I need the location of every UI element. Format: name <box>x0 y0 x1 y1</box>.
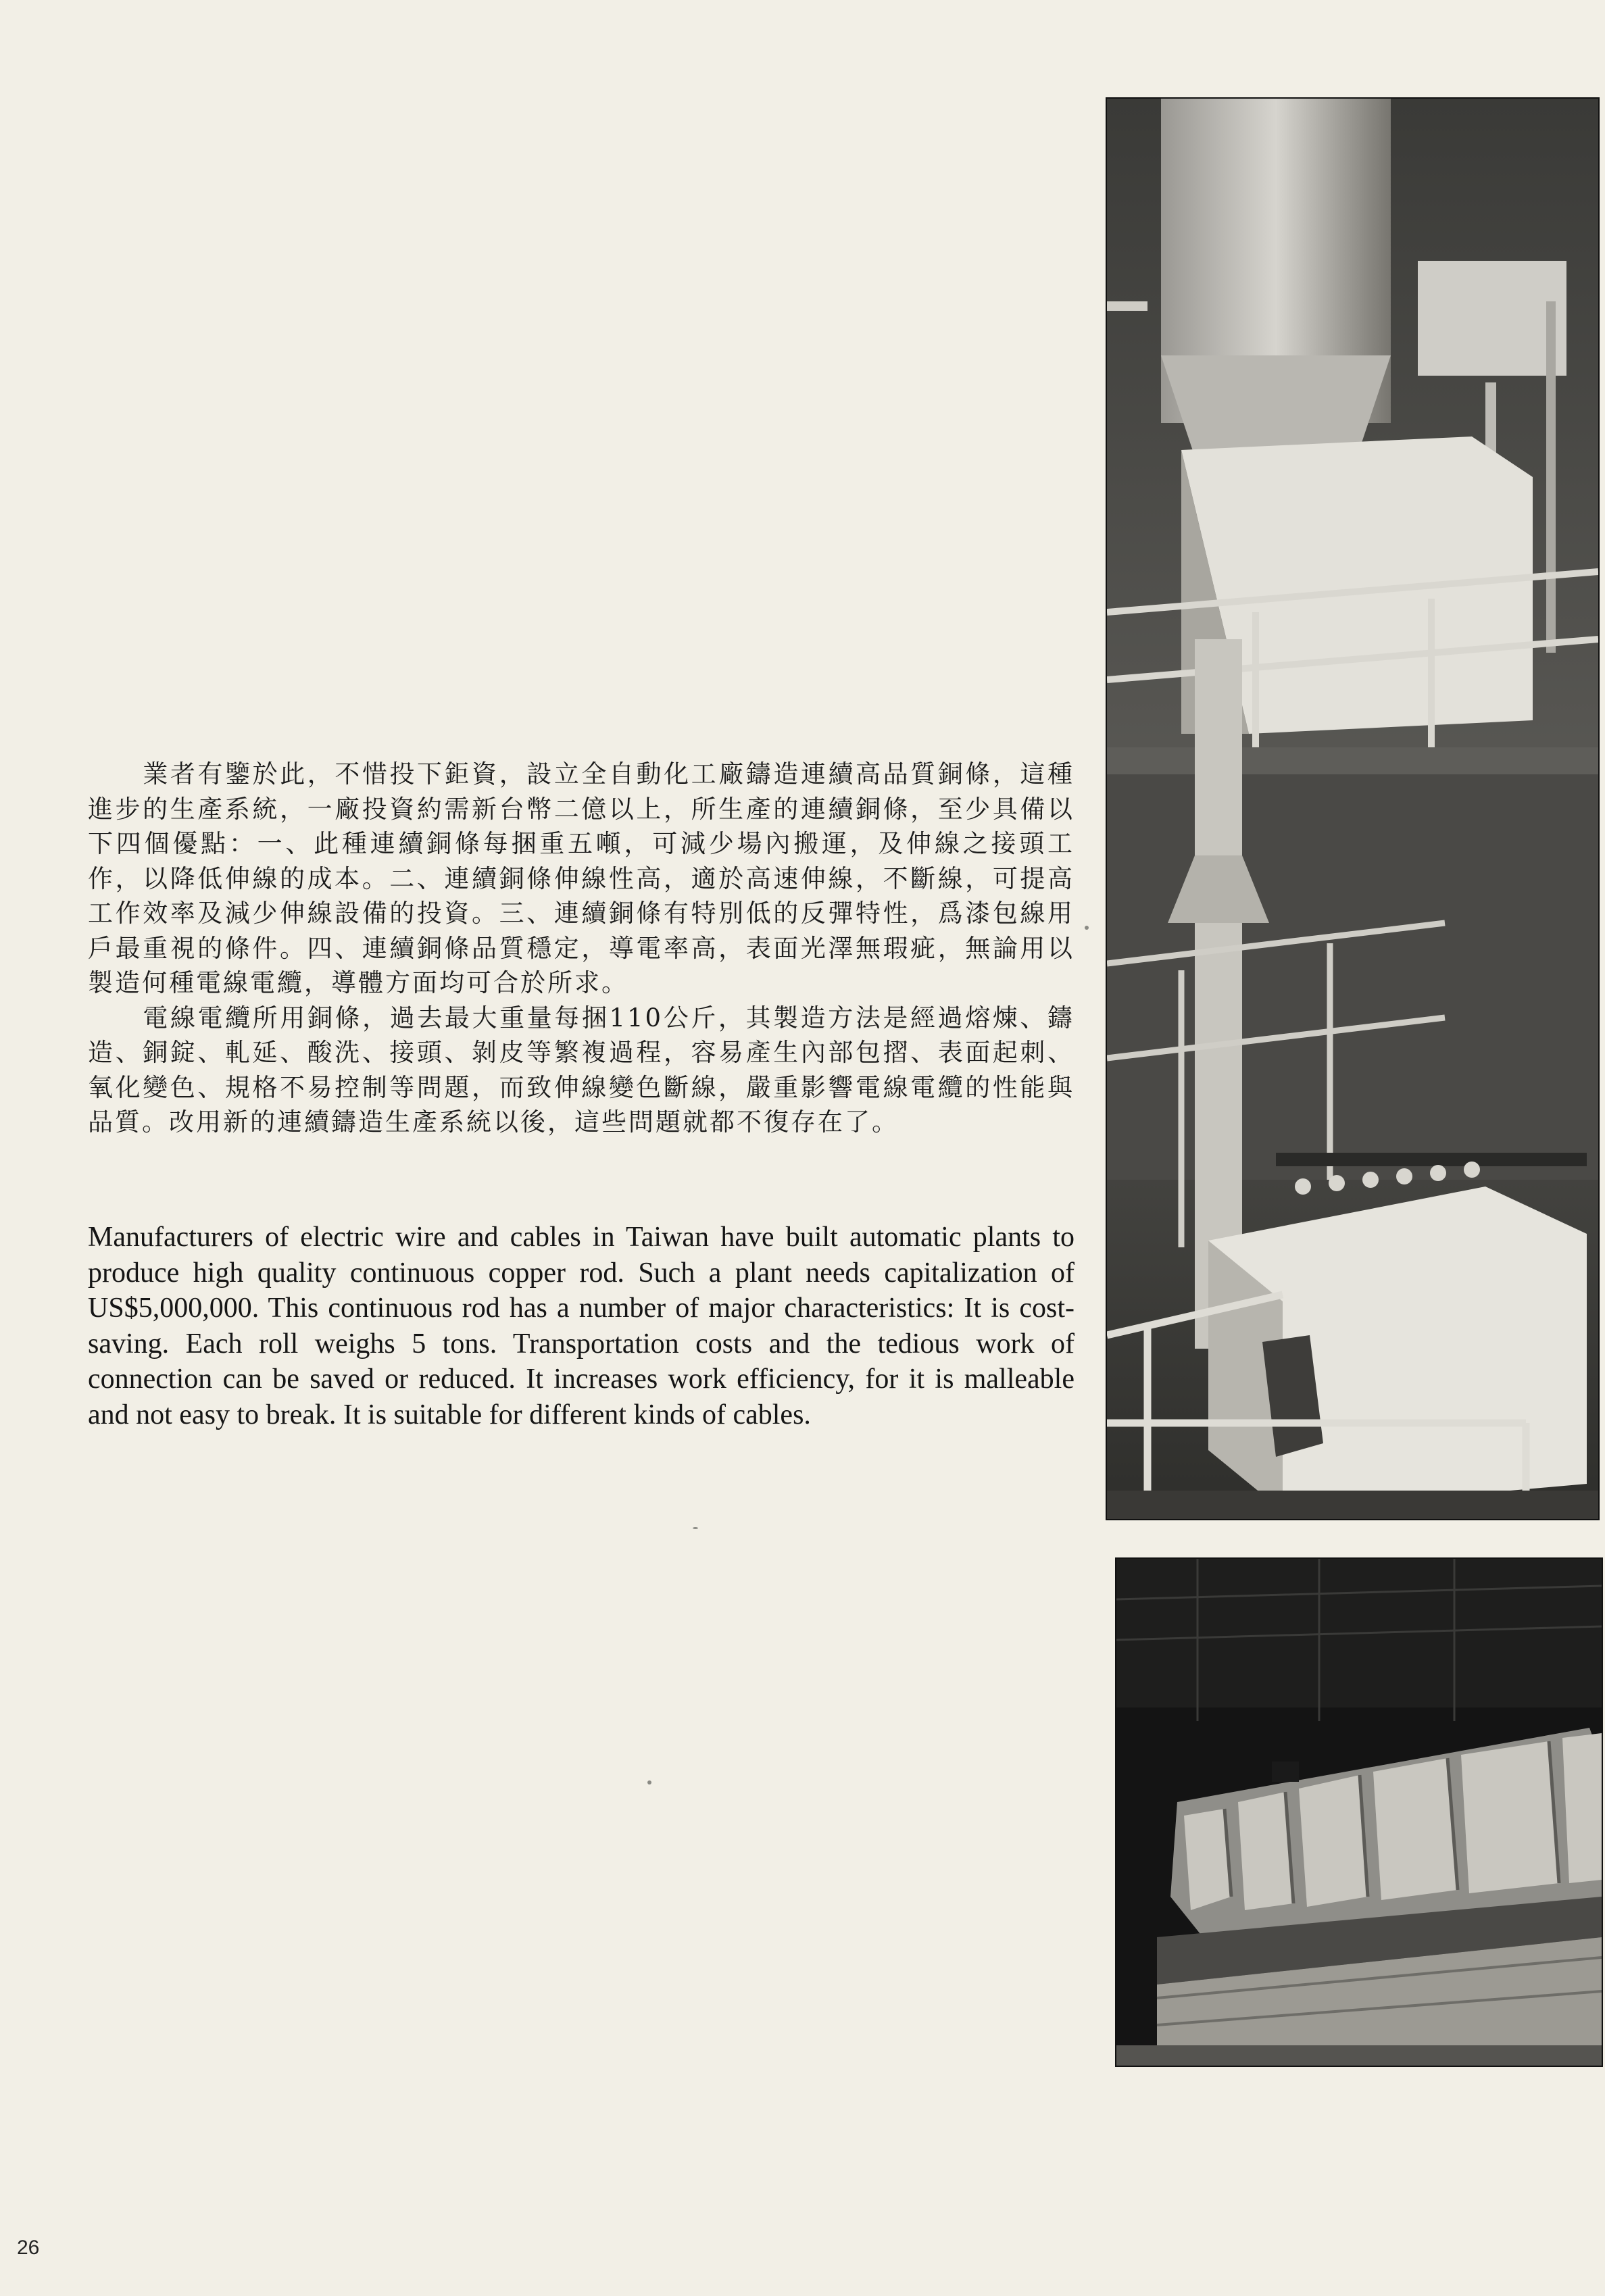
factory-photo-bottom-image <box>1116 1559 1602 2066</box>
print-speck <box>647 1780 651 1785</box>
factory-photo-bottom <box>1115 1557 1603 2067</box>
chinese-paragraph-2: 電線電纜所用銅條，過去最大重量每捆110公斤，其製造方法是經過熔煉、鑄造、銅錠、軋延、酸洗、接頭、剝皮等繁複過程，容易產生內部包摺、表面起刺、氧化變色、規格不易控制等問題，而致伸線變色斷線，嚴重影響電線電纜的性能與品質。改用新的連續鑄造生產系統以後，這些問題就都不復存在了。 <box>88 1003 1075 1137</box>
chinese-paragraph-1: 業者有鑒於此，不惜投下鉅資，設立全自動化工廠鑄造連續高品質銅條，這種進步的生產系統，一廠投資約需新台幣二億以上，所生產的連續銅條，至少具備以下四個優點：一、此種連續銅條每捆重五噸，可減少場內搬運，及伸線之接頭工作，以降低伸線的成本。二、連續銅條伸線性高，適於高速伸線，不斷線，可提高工作效率及減少伸線設備的投資。三、連續銅條有特別低的反彈特性，爲漆包線用戶最重視的條件。四、連續銅條品質穩定，導電率高，表面光澤無瑕疵，無論用以製造何種電線電纜，導體方面均可合於所求。 <box>88 759 1075 997</box>
factory-photo-top-image <box>1107 99 1598 1519</box>
page-number: 26 <box>17 2237 40 2259</box>
print-speck <box>1085 926 1089 930</box>
factory-photo-top <box>1106 97 1600 1520</box>
print-speck <box>693 1527 698 1529</box>
chinese-text-block <box>88 757 1075 1140</box>
english-text-block <box>88 1220 1075 1432</box>
english-paragraph: Manufacturers of electric wire and cables in Taiwan have built automatic plants to produce high quality continuous copper rod. Such a plant needs capitalization of US$5,000,000. This continuous rod has a number of major characteristics: It is cost-saving. Each roll weighs 5 tons. Transportation costs and the tedious work of connection can be saved or reduced. It increases work efficiency, for it is malleable and not easy to break. It is suitable for different kinds of cables. <box>88 1222 1075 1430</box>
